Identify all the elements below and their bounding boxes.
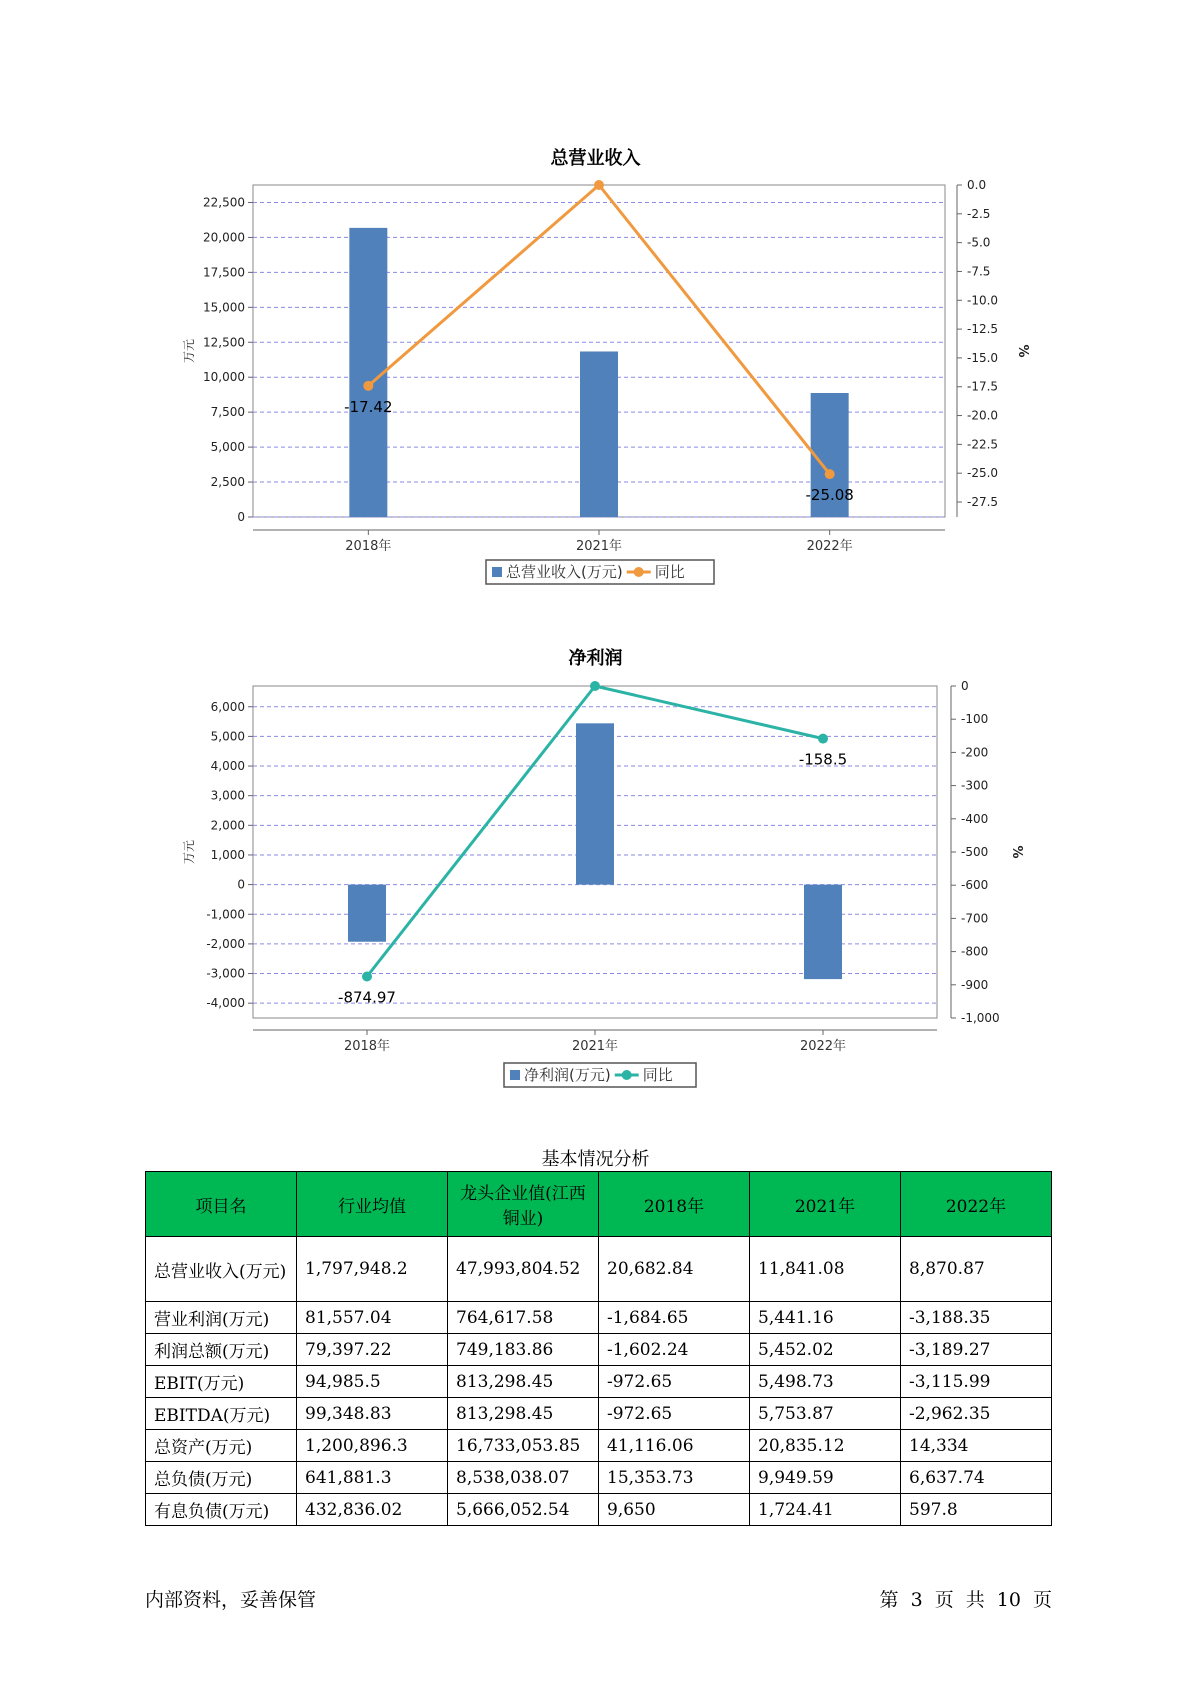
chart-title-net-profit: 净利润: [568, 648, 623, 669]
table-row: [146, 1398, 1052, 1430]
y2-tick-label: 0: [961, 679, 969, 693]
table-cell: 1,797,948.2: [297, 1237, 448, 1302]
line-point: [590, 681, 600, 691]
x-tick-label: 2018年: [345, 539, 392, 554]
table-cell: 6,637.74: [901, 1462, 1052, 1494]
data-label: -158.5: [798, 750, 848, 769]
line-point: [818, 734, 828, 744]
y2-tick-label: -600: [961, 878, 989, 893]
table-cell: 5,441.16: [750, 1302, 901, 1334]
y2-tick-label: -900: [961, 977, 989, 992]
header-2018: 2018年: [599, 1172, 750, 1237]
y-tick-label: 1,000: [210, 847, 245, 862]
table-cell: 5,498.73: [750, 1366, 901, 1398]
table-cell: 15,353.73: [599, 1462, 750, 1494]
legend-line-marker: [622, 1070, 632, 1080]
table-cell: 11,841.08: [750, 1237, 901, 1302]
table-cell: 8,538,038.07: [448, 1462, 599, 1494]
y2-tick-label: -100: [961, 712, 989, 727]
table-cell: -2,962.35: [901, 1398, 1052, 1430]
row-label: 总负债(万元): [146, 1462, 297, 1494]
table-cell: 813,298.45: [448, 1398, 599, 1430]
y-tick-label: 22,500: [203, 195, 245, 210]
y2-axis-title: %: [1009, 845, 1024, 859]
y-axis-title: 万元: [182, 338, 196, 364]
row-label: 总资产(万元): [146, 1430, 297, 1462]
table-header-row: [146, 1172, 1052, 1237]
y-axis-title: 万元: [182, 839, 196, 865]
table-cell: 641,881.3: [297, 1462, 448, 1494]
table-cell: 5,666,052.54: [448, 1494, 599, 1526]
row-label: EBITDA(万元): [146, 1398, 297, 1430]
table-row: [146, 1334, 1052, 1366]
x-tick-label: 2018年: [343, 1039, 391, 1054]
table-cell: 20,835.12: [750, 1430, 901, 1462]
y-tick-label: 4,000: [210, 759, 245, 774]
row-label: EBIT(万元): [146, 1366, 297, 1398]
table-cell: 81,557.04: [297, 1302, 448, 1334]
table-cell: 749,183.86: [448, 1334, 599, 1366]
legend-bar-swatch: [510, 1070, 520, 1080]
y2-tick-label: -2.5: [967, 206, 991, 221]
table-cell: -972.65: [599, 1366, 750, 1398]
y-tick-label: 3,000: [210, 788, 245, 803]
y-tick-label: 7,500: [210, 405, 245, 420]
table-cell: 764,617.58: [448, 1302, 599, 1334]
y2-tick-label: -200: [961, 745, 989, 760]
y-tick-label: 12,500: [203, 335, 245, 350]
table-row: [146, 1462, 1052, 1494]
y2-tick-label: -10.0: [967, 293, 999, 308]
y-tick-label: 10,000: [203, 370, 245, 385]
chart-title-revenue: 总营业收入: [550, 148, 641, 169]
y-tick-label: 2,500: [210, 475, 245, 490]
table-cell: 14,334: [901, 1430, 1052, 1462]
y-tick-label: 0: [237, 510, 245, 524]
table-cell: -1,602.24: [599, 1334, 750, 1366]
legend-bar-label: 总营业收入(万元): [506, 563, 623, 581]
table-cell: -1,684.65: [599, 1302, 750, 1334]
y-tick-label: 2,000: [210, 818, 245, 833]
y2-tick-label: -22.5: [967, 437, 999, 452]
y-tick-label: 20,000: [203, 230, 245, 245]
table-cell: 9,949.59: [750, 1462, 901, 1494]
info-table: [145, 1171, 1052, 1526]
legend-bar-label: 净利润(万元): [524, 1066, 611, 1084]
table-cell: 94,985.5: [297, 1366, 448, 1398]
y2-tick-label: -400: [961, 811, 989, 826]
y2-tick-label: -300: [961, 778, 989, 793]
y-tick-label: 15,000: [203, 300, 245, 315]
table-cell: 20,682.84: [599, 1237, 750, 1302]
row-label: 营业利润(万元): [146, 1302, 297, 1334]
y2-tick-label: -7.5: [967, 264, 991, 279]
legend-line-label: 同比: [642, 1066, 673, 1084]
table-cell: 432,836.02: [297, 1494, 448, 1526]
y2-tick-label: -15.0: [967, 350, 999, 365]
y-tick-label: -2,000: [206, 936, 245, 951]
table-cell: 99,348.83: [297, 1398, 448, 1430]
header-industry-avg: 行业均值: [297, 1172, 448, 1237]
y2-tick-label: -500: [961, 845, 989, 859]
y2-tick-label: -12.5: [967, 322, 999, 337]
header-item-name: 项目名: [146, 1172, 297, 1237]
data-label: -874.97: [338, 988, 396, 1007]
table-cell: 1,200,896.3: [297, 1430, 448, 1462]
y2-tick-label: -25.0: [967, 466, 999, 481]
x-tick-label: 2021年: [575, 539, 623, 554]
y-tick-label: 6,000: [210, 699, 245, 714]
row-label: 总营业收入(万元): [146, 1237, 297, 1302]
table-cell: 8,870.87: [901, 1237, 1052, 1302]
x-tick-label: 2022年: [806, 539, 853, 554]
bar: [804, 885, 842, 980]
y-tick-label: 5,000: [210, 729, 245, 744]
row-label: 有息负债(万元): [146, 1494, 297, 1526]
x-tick-label: 2021年: [571, 1039, 619, 1054]
table-cell: 813,298.45: [448, 1366, 599, 1398]
footer-page-number: 第 3 页 共 10 页: [879, 1589, 1052, 1611]
y2-tick-label: -20.0: [967, 408, 999, 423]
table-cell: 41,116.06: [599, 1430, 750, 1462]
table-caption: 基本情况分析: [541, 1149, 650, 1170]
y2-tick-label: -800: [961, 944, 989, 959]
legend: [504, 1063, 696, 1087]
table-row: [146, 1430, 1052, 1462]
y2-tick-label: 0.0: [967, 178, 987, 192]
bar: [348, 885, 386, 942]
header-2022: 2022年: [901, 1172, 1052, 1237]
table-row: [146, 1237, 1052, 1302]
y-tick-label: -4,000: [206, 996, 245, 1011]
y2-tick-label: -5.0: [967, 235, 991, 250]
table-cell: -3,115.99: [901, 1366, 1052, 1398]
table-cell: 5,452.02: [750, 1334, 901, 1366]
header-2021: 2021年: [750, 1172, 901, 1237]
table-cell: 9,650: [599, 1494, 750, 1526]
data-label: -25.08: [805, 486, 854, 505]
row-label: 利润总额(万元): [146, 1334, 297, 1366]
table-cell: 1,724.41: [750, 1494, 901, 1526]
table-cell: 16,733,053.85: [448, 1430, 599, 1462]
table-row: [146, 1366, 1052, 1398]
y2-tick-label: -1,000: [961, 1011, 1000, 1025]
legend-line-label: 同比: [654, 563, 685, 581]
table-cell: -3,188.35: [901, 1302, 1052, 1334]
table-cell: 79,397.22: [297, 1334, 448, 1366]
y-tick-label: 17,500: [203, 265, 245, 280]
y-tick-label: -1,000: [206, 907, 245, 922]
table-cell: 47,993,804.52: [448, 1237, 599, 1302]
y-tick-label: -3,000: [206, 966, 245, 981]
y-tick-label: 5,000: [210, 440, 245, 455]
x-tick-label: 2022年: [799, 1039, 847, 1054]
table-cell: 597.8: [901, 1494, 1052, 1526]
table-row: [146, 1302, 1052, 1334]
footer-confidential: 内部资料，妥善保管: [145, 1589, 317, 1611]
header-leader-value: 龙头企业值(江西铜业): [448, 1172, 599, 1237]
y2-tick-label: -27.5: [967, 495, 999, 510]
y2-axis-title: %: [1015, 344, 1030, 358]
table-cell: 5,753.87: [750, 1398, 901, 1430]
y-tick-label: 0: [237, 877, 245, 892]
line-point: [362, 971, 372, 981]
data-label: -17.42: [344, 397, 393, 416]
table-cell: -3,189.27: [901, 1334, 1052, 1366]
y2-tick-label: -17.5: [967, 379, 999, 394]
table-row: [146, 1494, 1052, 1526]
table-cell: -972.65: [599, 1398, 750, 1430]
y2-tick-label: -700: [961, 911, 989, 926]
bar: [576, 723, 614, 884]
